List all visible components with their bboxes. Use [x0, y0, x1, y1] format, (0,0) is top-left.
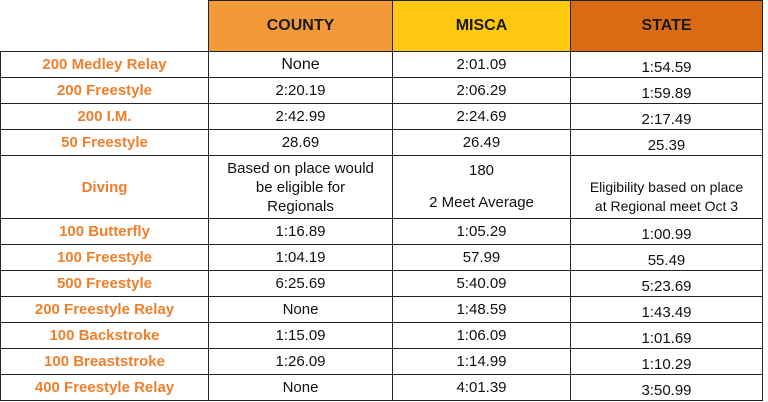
misca-time: 1:48.59	[393, 297, 571, 323]
event-name: 200 Freestyle	[1, 78, 209, 104]
misca-time: 2:06.29	[393, 78, 571, 104]
county-time: 28.69	[209, 130, 393, 156]
state-time: 1:54.59	[571, 52, 763, 78]
event-name: 100 Breaststroke	[1, 349, 209, 375]
misca-time: 2:24.69	[393, 104, 571, 130]
state-time: 2:17.49	[571, 104, 763, 130]
table-row	[1, 104, 763, 130]
table-row	[1, 271, 763, 297]
table-row	[1, 349, 763, 375]
state-time: 55.49	[571, 245, 763, 271]
misca-time: 1:14.99	[393, 349, 571, 375]
header-state: STATE	[571, 1, 763, 52]
county-diving-line: Regionals	[267, 197, 334, 215]
county-time: 1:04.19	[209, 245, 393, 271]
event-name: Diving	[1, 156, 209, 219]
header-blank-cell	[1, 1, 209, 52]
misca-time: 5:40.09	[393, 271, 571, 297]
table-row	[1, 52, 763, 78]
county-diving-note	[209, 156, 393, 219]
misca-diving-method: 2 Meet Average	[429, 194, 534, 211]
county-time: 2:42.99	[209, 104, 393, 130]
county-time: 1:15.09	[209, 323, 393, 349]
event-name: 400 Freestyle Relay	[1, 375, 209, 401]
event-name: 200 I.M.	[1, 104, 209, 130]
table-row	[1, 323, 763, 349]
state-time: 3:50.99	[571, 375, 763, 401]
state-diving-line: Eligibility based on place	[589, 179, 744, 195]
event-name: 200 Medley Relay	[1, 52, 209, 78]
misca-time: 2:01.09	[393, 52, 571, 78]
county-time: 2:20.19	[209, 78, 393, 104]
county-time: 1:16.89	[209, 219, 393, 245]
misca-diving-note	[393, 156, 571, 219]
state-diving-line: at Regional meet Oct 3	[594, 198, 739, 214]
table-row	[1, 130, 763, 156]
misca-time: 1:06.09	[393, 323, 571, 349]
table-row	[1, 375, 763, 401]
misca-diving-score: 180	[468, 162, 495, 179]
state-time: 1:00.99	[571, 219, 763, 245]
county-time: None	[209, 297, 393, 323]
misca-time: 4:01.39	[393, 375, 571, 401]
misca-time: 57.99	[393, 245, 571, 271]
event-name: 500 Freestyle	[1, 271, 209, 297]
table-row	[1, 245, 763, 271]
state-time: 1:10.29	[571, 349, 763, 375]
event-name: 200 Freestyle Relay	[1, 297, 209, 323]
county-time: 1:26.09	[209, 349, 393, 375]
misca-time: 1:05.29	[393, 219, 571, 245]
event-name: 100 Backstroke	[1, 323, 209, 349]
table-row	[1, 78, 763, 104]
table-row	[1, 219, 763, 245]
event-name: 100 Freestyle	[1, 245, 209, 271]
misca-time: 26.49	[393, 130, 571, 156]
event-name: 50 Freestyle	[1, 130, 209, 156]
event-name: 100 Butterfly	[1, 219, 209, 245]
state-time: 1:59.89	[571, 78, 763, 104]
header-county: COUNTY	[209, 1, 393, 52]
table-row	[1, 297, 763, 323]
county-time: 6:25.69	[209, 271, 393, 297]
state-time: 1:43.49	[571, 297, 763, 323]
county-diving-line: be eligible for	[255, 178, 346, 196]
state-time: 1:01.69	[571, 323, 763, 349]
state-time: 25.39	[571, 130, 763, 156]
state-diving-note	[571, 156, 763, 219]
header-row	[1, 1, 763, 52]
state-time: 5:23.69	[571, 271, 763, 297]
county-diving-line: Based on place would	[227, 159, 374, 177]
header-misca: MISCA	[393, 1, 571, 52]
table-row-diving	[1, 156, 763, 219]
county-time: None	[209, 52, 393, 78]
county-time: None	[209, 375, 393, 401]
